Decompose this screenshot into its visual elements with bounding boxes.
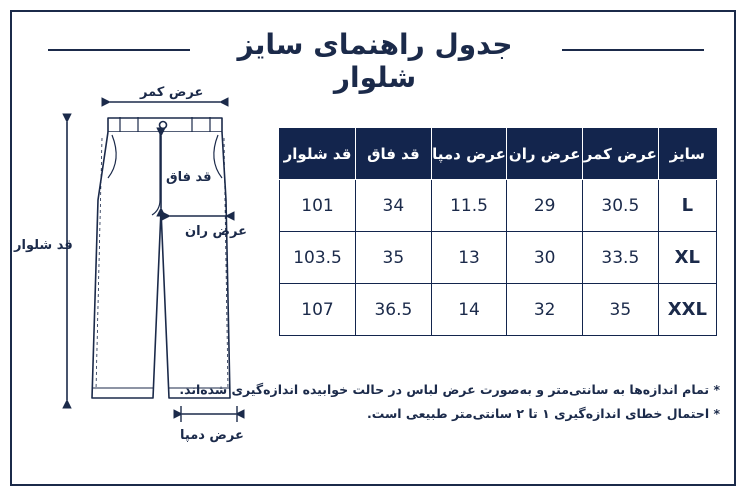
header-hem: عرض دمپا: [431, 129, 507, 180]
header-size: سایز: [658, 129, 716, 180]
cell-waist: 33.5: [583, 232, 659, 284]
thigh-width-label: عرض ران: [185, 224, 248, 239]
cell-hem: 14: [431, 284, 507, 336]
cell-waist: 35: [583, 284, 659, 336]
header-thigh: عرض ران: [507, 129, 583, 180]
page-title: جدول راهنمای سایز شلوار: [237, 28, 513, 94]
waistband: [108, 118, 222, 132]
header-length: قد شلوار: [280, 129, 356, 180]
pants-diagram: [0, 80, 280, 460]
cell-size: L: [658, 180, 716, 232]
cell-rise: 36.5: [356, 284, 432, 336]
cell-thigh: 29: [507, 180, 583, 232]
cell-rise: 35: [356, 232, 432, 284]
header-rise: قد فاق: [356, 129, 432, 180]
cell-waist: 30.5: [583, 180, 659, 232]
title-line-left: [48, 49, 190, 51]
cell-length: 107: [280, 284, 356, 336]
cell-size: XL: [658, 232, 716, 284]
cell-length: 101: [280, 180, 356, 232]
note-measurement-method: * تمام اندازه‌ها به سانتی‌متر و به‌صورت عرض لباس در حالت خوابیده اندازه‌گیری شده‌اند.: [179, 382, 720, 397]
cell-hem: 13: [431, 232, 507, 284]
cell-rise: 34: [356, 180, 432, 232]
header-waist: عرض کمر: [583, 129, 659, 180]
notes: [179, 378, 720, 426]
length-label: قد شلوار: [14, 238, 73, 253]
cell-thigh: 30: [507, 232, 583, 284]
size-table: [279, 128, 717, 336]
table-row: [280, 284, 717, 336]
cell-thigh: 32: [507, 284, 583, 336]
table-header-row: [280, 129, 717, 180]
note-error-margin: * احتمال خطای اندازه‌گیری ۱ تا ۲ سانتی‌متر طبیعی است.: [367, 406, 720, 421]
rise-label: قد فاق: [166, 170, 212, 185]
cell-size: XXL: [658, 284, 716, 336]
table-row: [280, 180, 717, 232]
table-row: [280, 232, 717, 284]
cell-hem: 11.5: [431, 180, 507, 232]
cell-length: 103.5: [280, 232, 356, 284]
hem-width-label: عرض دمپا: [180, 428, 244, 443]
title-line-right: [562, 49, 704, 51]
waist-width-label: عرض کمر: [140, 85, 204, 100]
